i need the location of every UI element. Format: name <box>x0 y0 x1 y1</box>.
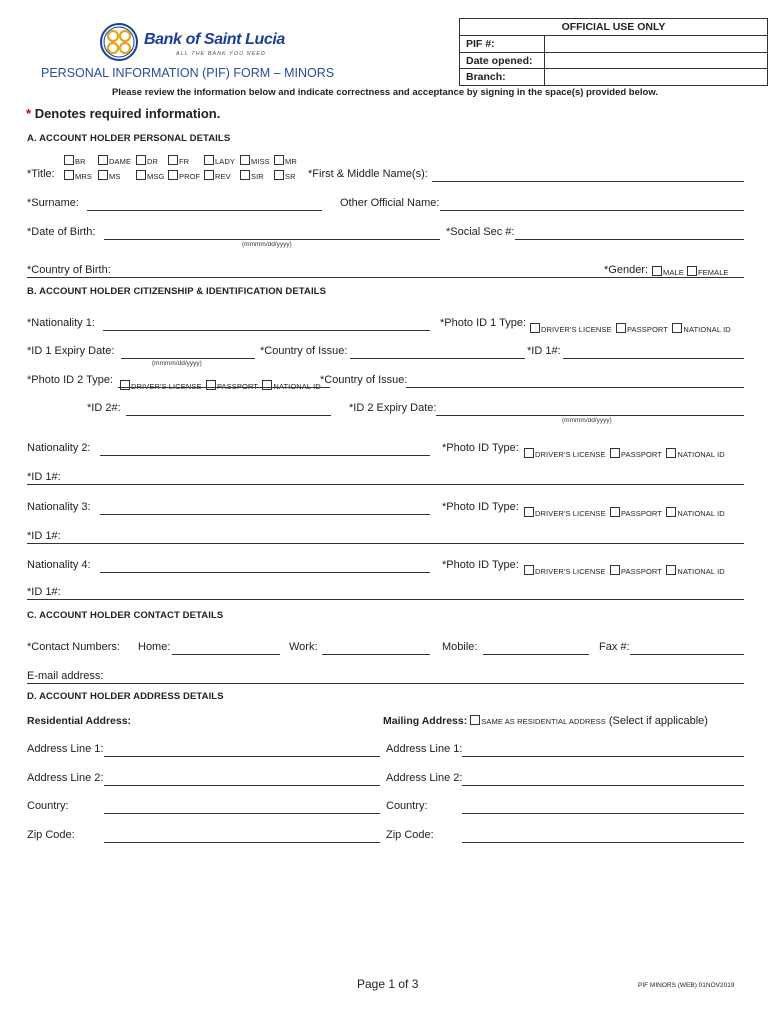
res-country-field[interactable] <box>104 813 380 814</box>
nationality3-field[interactable] <box>100 514 430 515</box>
id-option-drivers-license[interactable]: DRIVER'S LICENSE <box>120 382 202 391</box>
checkbox-icon <box>672 323 682 333</box>
country-issue2-field[interactable] <box>406 387 744 388</box>
checkbox-icon <box>274 155 284 165</box>
checkbox-icon <box>524 448 534 458</box>
form-code: PIF MINORS (WEB) 01NOV2019 <box>638 982 735 989</box>
mailing-address-title: Mailing Address: <box>383 715 468 727</box>
mobile-phone-field[interactable] <box>483 654 589 655</box>
id-option-passport[interactable]: PASSPORT <box>206 382 258 391</box>
title-option-lady[interactable]: LADY <box>204 155 235 166</box>
nationality2-field[interactable] <box>100 455 430 456</box>
nationality4-field[interactable] <box>100 572 430 573</box>
checkbox-icon <box>262 380 272 390</box>
email-field[interactable] <box>27 683 744 684</box>
checkbox-icon <box>98 170 108 180</box>
checkbox-icon <box>64 170 74 180</box>
checkbox-icon <box>206 380 216 390</box>
checkbox-icon <box>687 266 697 276</box>
title-option-sr[interactable]: SR <box>274 170 296 181</box>
mail-zip-label: Zip Code: <box>386 829 434 841</box>
id-option-drivers-license[interactable]: DRIVER'S LICENSE <box>524 567 606 576</box>
checkbox-icon <box>204 155 214 165</box>
instructions: Please review the information below and indicate correctness and acceptance by signing in the space(s) provided below. <box>111 87 659 98</box>
title-option-br[interactable]: BR <box>64 155 86 166</box>
checkbox-icon <box>610 565 620 575</box>
section-a-divider <box>27 277 744 278</box>
title-option-fr[interactable]: FR <box>168 155 189 166</box>
bank-tagline: ALL THE BANK YOU NEED <box>176 51 266 57</box>
bank-logo <box>98 22 298 62</box>
photo-id-type3-label: *Photo ID Type: <box>442 501 519 513</box>
id-option-national-id[interactable]: NATIONAL ID <box>666 450 724 459</box>
form-title: PERSONAL INFORMATION (PIF) FORM – MINORS <box>41 66 335 80</box>
res-country-label: Country: <box>27 800 69 812</box>
same-as-residential-option[interactable]: SAME AS RESIDENTIAL ADDRESS <box>470 717 606 726</box>
surname-field[interactable] <box>87 210 322 211</box>
nationality4-label: Nationality 4: <box>27 559 91 571</box>
title-label: *Title: <box>27 168 55 180</box>
country-issue2-label: *Country of Issue: <box>320 374 408 386</box>
nationality4-id-options <box>524 561 725 579</box>
first-middle-field[interactable] <box>432 181 744 182</box>
title-options-row2 <box>64 170 324 182</box>
date-opened-label: Date opened: <box>466 55 533 67</box>
title-option-ms[interactable]: MS <box>98 170 120 181</box>
social-sec-field[interactable] <box>515 239 744 240</box>
res-zip-label: Zip Code: <box>27 829 75 841</box>
required-note <box>26 106 220 121</box>
res-address2-label: Address Line 2: <box>27 772 104 784</box>
nationality4-id1-label: *ID 1#: <box>27 586 61 598</box>
country-issue1-label: *Country of Issue: <box>260 345 348 357</box>
photo-id2-underline <box>118 387 330 388</box>
gender-label: *Gender: <box>604 264 649 276</box>
dob-field[interactable] <box>104 239 440 240</box>
work-phone-field[interactable] <box>322 654 430 655</box>
nationality1-field[interactable] <box>103 330 430 331</box>
pif-label: PIF #: <box>466 38 495 50</box>
title-option-miss[interactable]: MISS <box>240 155 270 166</box>
title-option-mr[interactable]: MR <box>274 155 297 166</box>
id-option-drivers-license[interactable]: DRIVER'S LICENSE <box>524 509 606 518</box>
section-a-title: A. ACCOUNT HOLDER PERSONAL DETAILS <box>27 133 231 144</box>
nationality3-divider <box>27 543 744 544</box>
email-label: E-mail address: <box>27 670 104 682</box>
mobile-label: Mobile: <box>442 641 478 653</box>
res-address2-field[interactable] <box>104 785 380 786</box>
country-birth-label: *Country of Birth: <box>27 264 111 276</box>
nationality4-divider <box>27 599 744 600</box>
page-number: Page 1 of 3 <box>357 977 419 991</box>
id-option-national-id[interactable]: NATIONAL ID <box>666 509 724 518</box>
mail-country-label: Country: <box>386 800 428 812</box>
id1-number-label: *ID 1#: <box>527 345 561 357</box>
id2-number-field[interactable] <box>126 415 331 416</box>
nationality3-id1-label: *ID 1#: <box>27 530 61 542</box>
title-option-mrs[interactable]: MRS <box>64 170 92 181</box>
country-issue1-field[interactable] <box>350 358 525 359</box>
id-option-passport[interactable]: PASSPORT <box>610 509 662 518</box>
checkbox-icon <box>168 155 178 165</box>
mailing-address-label <box>383 715 708 727</box>
mail-country-field[interactable] <box>462 813 744 814</box>
title-option-rev[interactable]: REV <box>204 170 231 181</box>
checkbox-icon <box>530 323 540 333</box>
home-label: Home: <box>138 641 171 653</box>
checkbox-icon <box>666 507 676 517</box>
checkbox-icon <box>524 565 534 575</box>
checkbox-icon <box>168 170 178 180</box>
title-options-row1 <box>64 155 324 167</box>
id-option-national-id[interactable]: NATIONAL ID <box>672 325 730 334</box>
social-sec-label: *Social Sec #: <box>446 226 515 238</box>
checkbox-icon <box>652 266 662 276</box>
mail-address1-field[interactable] <box>462 756 744 757</box>
id2-number-label: *ID 2#: <box>87 402 121 414</box>
other-name-label: Other Official Name: <box>340 197 440 209</box>
checkbox-icon <box>204 170 214 180</box>
id-option-passport[interactable]: PASSPORT <box>616 325 668 334</box>
title-option-msg[interactable]: MSG <box>136 170 164 181</box>
checkbox-icon <box>120 380 130 390</box>
id1-expiry-field[interactable] <box>121 358 255 359</box>
nationality3-id-options <box>524 503 725 521</box>
checkbox-icon <box>136 170 146 180</box>
title-option-prof[interactable]: PROF <box>168 170 200 181</box>
checkbox-icon <box>240 170 250 180</box>
photo-id1-options <box>530 319 731 337</box>
id-option-passport[interactable]: PASSPORT <box>610 567 662 576</box>
checkbox-icon <box>666 565 676 575</box>
fax-label: Fax #: <box>599 641 630 653</box>
gender-male-option[interactable]: MALE <box>652 266 684 277</box>
nationality1-label: *Nationality 1: <box>27 317 95 329</box>
nationality2-id-options <box>524 444 725 462</box>
checkbox-icon <box>240 155 250 165</box>
photo-id-type4-label: *Photo ID Type: <box>442 559 519 571</box>
nationality2-id1-label: *ID 1#: <box>27 471 61 483</box>
id2-expiry-label: *ID 2 Expiry Date: <box>349 402 437 414</box>
nationality3-label: Nationality 3: <box>27 501 91 513</box>
home-phone-field[interactable] <box>172 654 280 655</box>
dob-label: *Date of Birth: <box>27 226 96 238</box>
mail-zip-field[interactable] <box>462 842 744 843</box>
id1-expiry-label: *ID 1 Expiry Date: <box>27 345 115 357</box>
section-c-title: C. ACCOUNT HOLDER CONTACT DETAILS <box>27 610 224 621</box>
id-option-drivers-license[interactable]: DRIVER'S LICENSE <box>530 325 612 334</box>
res-address1-field[interactable] <box>104 756 380 757</box>
id-option-national-id[interactable]: NATIONAL ID <box>262 382 320 391</box>
fax-field[interactable] <box>630 654 744 655</box>
required-star: * <box>26 106 32 121</box>
checkbox-icon <box>666 448 676 458</box>
id-option-passport[interactable]: PASSPORT <box>610 450 662 459</box>
title-option-dame[interactable]: DAME <box>98 155 131 166</box>
nationality2-divider <box>27 484 744 485</box>
nationality2-label: Nationality 2: <box>27 442 91 454</box>
checkbox-icon <box>610 507 620 517</box>
checkbox-icon <box>136 155 146 165</box>
checkbox-icon <box>64 155 74 165</box>
id2-expiry-field[interactable] <box>436 415 744 416</box>
title-option-sir[interactable]: SIR <box>240 170 264 181</box>
id1-expiry-hint: (mmmm/dd/yyyy) <box>152 360 202 367</box>
section-b-title: B. ACCOUNT HOLDER CITIZENSHIP & IDENTIFICATION DETAILS <box>27 286 327 297</box>
dob-hint: (mmmm/dd/yyyy) <box>242 241 292 248</box>
id1-number-field[interactable] <box>563 358 744 359</box>
title-option-dr[interactable]: DR <box>136 155 158 166</box>
bank-logo-icon <box>98 22 140 62</box>
mail-address1-label: Address Line 1: <box>386 743 463 755</box>
mail-address2-label: Address Line 2: <box>386 772 463 784</box>
contact-numbers-label: *Contact Numbers: <box>27 641 120 653</box>
res-address1-label: Address Line 1: <box>27 743 104 755</box>
gender-female-option[interactable]: FEMALE <box>687 266 729 277</box>
checkbox-icon <box>524 507 534 517</box>
photo-id2-label: *Photo ID 2 Type: <box>27 374 114 386</box>
surname-label: *Surname: <box>27 197 79 209</box>
photo-id2-options <box>120 376 321 394</box>
checkbox-icon <box>274 170 284 180</box>
photo-id1-label: *Photo ID 1 Type: <box>440 317 527 329</box>
res-zip-field[interactable] <box>104 842 380 843</box>
checkbox-icon <box>98 155 108 165</box>
first-middle-label: *First & Middle Name(s): <box>308 168 428 180</box>
section-d-title: D. ACCOUNT HOLDER ADDRESS DETAILS <box>27 691 224 702</box>
other-name-field[interactable] <box>440 210 744 211</box>
photo-id-type2-label: *Photo ID Type: <box>442 442 519 454</box>
official-use-box <box>459 18 768 86</box>
bank-name: Bank of Saint Lucia <box>144 31 285 48</box>
mail-address2-field[interactable] <box>462 785 744 786</box>
checkbox-icon <box>470 715 480 725</box>
checkbox-icon <box>610 448 620 458</box>
select-if-applicable: (Select if applicable) <box>608 715 708 727</box>
required-note-text: Denotes required information. <box>34 106 221 121</box>
id2-expiry-hint: (mmmm/dd/yyyy) <box>562 417 612 424</box>
checkbox-icon <box>616 323 626 333</box>
work-label: Work: <box>289 641 318 653</box>
official-use-title: OFFICIAL USE ONLY <box>561 21 666 33</box>
branch-label: Branch: <box>466 71 506 83</box>
id-option-drivers-license[interactable]: DRIVER'S LICENSE <box>524 450 606 459</box>
id-option-national-id[interactable]: NATIONAL ID <box>666 567 724 576</box>
residential-address-label: Residential Address: <box>27 715 132 727</box>
